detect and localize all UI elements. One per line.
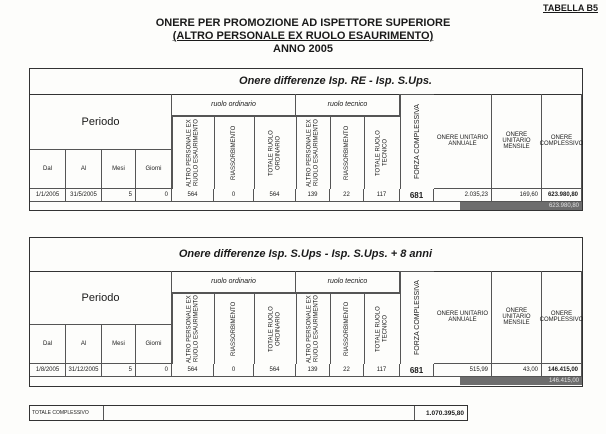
totale-spacer (104, 406, 415, 420)
cell-dal: 1/8/2005 (30, 364, 66, 377)
onere-annuale-header: ONERE UNITARIO ANNUALE (434, 271, 492, 364)
onere-mensile-header: ONERE UNITARIO MENSILE (492, 271, 542, 364)
ruolo-ordinario-header: ruolo ordinario (172, 94, 296, 116)
section-ups-8anni (29, 237, 583, 387)
tec-riass-header: RIASSORBIMENTO (330, 116, 364, 189)
tec-riass-header: RIASSORBIMENTO (330, 293, 364, 364)
cell-mensile: 43,00 (492, 364, 542, 377)
ord-tot-header: TOTALE RUOLO ORDINARIO (254, 293, 296, 364)
cell-forza: 681 (400, 364, 434, 377)
ord-altro-header: ALTRO PERSONALE EX RUOLO ESAURIMENTO (172, 293, 214, 364)
table-tag: TABELLA B5 (543, 3, 598, 13)
cell-mesi: 5 (102, 189, 136, 202)
section-re-ups (29, 68, 583, 211)
giorni-header: Giorni (136, 325, 172, 364)
section-banner: Onere differenze Isp. RE - Isp. S.Ups. (30, 69, 582, 95)
cell-ord-altro: 564 (172, 189, 214, 202)
periodo-header: Periodo (30, 94, 172, 150)
cell-dal: 1/1/2005 (30, 189, 66, 202)
cell-annuale: 2.035,23 (434, 189, 492, 202)
dal-header: Dal (30, 150, 66, 189)
cell-tec-altro: 139 (296, 364, 330, 377)
onere-annuale-header: ONERE UNITARIO ANNUALE (434, 94, 492, 189)
gray-stamp: 146.415,00 (460, 377, 582, 385)
ruolo-tecnico-header: ruolo tecnico (296, 94, 400, 116)
tec-altro-header: ALTRO PERSONALE EX RUOLO ESAURIMENTO (296, 116, 330, 189)
onere-complessivo-header: ONERE COMPLESSIVO (542, 94, 582, 189)
section-banner: Onere differenze Isp. S.Ups - Isp. S.Ups. + 8 anni (30, 238, 582, 272)
cell-annuale: 515,99 (434, 364, 492, 377)
mesi-header: Mesi (102, 150, 136, 189)
ord-altro-header: ALTRO PERSONALE EX RUOLO ESAURIMENTO (172, 116, 214, 189)
tec-tot-header: TOTALE RUOLO TECNICO (364, 293, 400, 364)
ord-riass-header: RIASSORBIMENTO (214, 116, 254, 189)
ord-tot-header: TOTALE RUOLO ORDINARIO (254, 116, 296, 189)
cell-ord-tot: 564 (254, 364, 296, 377)
cell-mesi: 5 (102, 364, 136, 377)
ruolo-tecnico-header: ruolo tecnico (296, 271, 400, 293)
page-year: ANNO 2005 (273, 43, 333, 55)
giorni-header: Giorni (136, 150, 172, 189)
al-header: Al (66, 150, 102, 189)
onere-mensile-header: ONERE UNITARIO MENSILE (492, 94, 542, 189)
totale-value: 1.070.395,80 (426, 409, 464, 417)
cell-al: 31/5/2005 (66, 189, 102, 202)
gray-stamp: 623.980,80 (460, 202, 582, 210)
cell-giorni: 0 (136, 364, 172, 377)
page-title: ONERE PER PROMOZIONE AD ISPETTORE SUPERIORE (155, 17, 451, 29)
cell-ord-altro: 564 (172, 364, 214, 377)
page-subtitle: (ALTRO PERSONALE EX RUOLO ESAURIMENTO) (172, 30, 434, 42)
tec-tot-header: TOTALE RUOLO TECNICO (364, 116, 400, 189)
ruolo-ordinario-header: ruolo ordinario (172, 271, 296, 293)
mesi-header: Mesi (102, 325, 136, 364)
onere-complessivo-header: ONERE COMPLESSIVO (542, 271, 582, 364)
forza-header: FORZA COMPLESSIVA (400, 271, 434, 364)
cell-tec-riass: 22 (330, 364, 364, 377)
totale-label: TOTALE COMPLESSIVO (30, 406, 104, 420)
cell-tec-altro: 139 (296, 189, 330, 202)
cell-complessivo: 146.415,00 (542, 364, 582, 377)
ord-riass-header: RIASSORBIMENTO (214, 293, 254, 364)
cell-complessivo: 623.980,80 (542, 189, 582, 202)
cell-tec-tot: 117 (364, 189, 400, 202)
cell-tec-riass: 22 (330, 189, 364, 202)
al-header: Al (66, 325, 102, 364)
cell-ord-riass: 0 (214, 364, 254, 377)
tec-altro-header: ALTRO PERSONALE EX RUOLO ESAURIMENTO (296, 293, 330, 364)
cell-al: 31/12/2005 (66, 364, 102, 377)
cell-giorni: 0 (136, 189, 172, 202)
totale-row (29, 405, 468, 421)
periodo-header: Periodo (30, 271, 172, 325)
forza-header: FORZA COMPLESSIVA (400, 94, 434, 189)
cell-ord-tot: 564 (254, 189, 296, 202)
cell-mensile: 169,60 (492, 189, 542, 202)
cell-forza: 681 (400, 189, 434, 202)
cell-tec-tot: 117 (364, 364, 400, 377)
dal-header: Dal (30, 325, 66, 364)
cell-ord-riass: 0 (214, 189, 254, 202)
